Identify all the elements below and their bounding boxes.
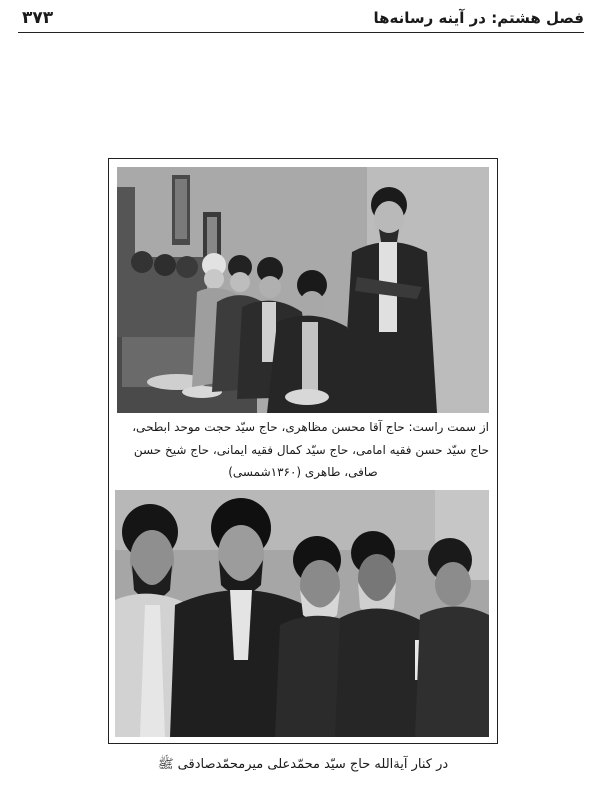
chapter-title: فصل هشتم: در آينه رسانه‌ها — [373, 9, 584, 27]
photo-bottom-caption: در کنار آیةالله حاج سیّد محمّدعلی میرمحمّدصادقی ﷺ — [157, 757, 449, 772]
photo-top-image — [117, 167, 489, 413]
photo-bottom-image — [115, 490, 489, 737]
caption-line: حاج سیّد حسن فقیه امامی، حاج سیّد کمال فقیه ایمانی، حاج شیخ حسن — [133, 442, 489, 457]
photo-top — [117, 167, 489, 413]
photo-bottom — [115, 490, 489, 737]
photo-top-caption — [117, 416, 489, 484]
caption-line: صافی، طاهری (۱۳۶۰شمسی) — [228, 465, 378, 479]
photo-frame — [108, 158, 498, 744]
page-number: ۳۷۳ — [22, 8, 54, 28]
page-header — [18, 6, 584, 33]
caption-line: از سمت راست: حاج آقا محسن مظاهری، حاج سیّد حجت موحد ابطحی، — [132, 420, 489, 434]
